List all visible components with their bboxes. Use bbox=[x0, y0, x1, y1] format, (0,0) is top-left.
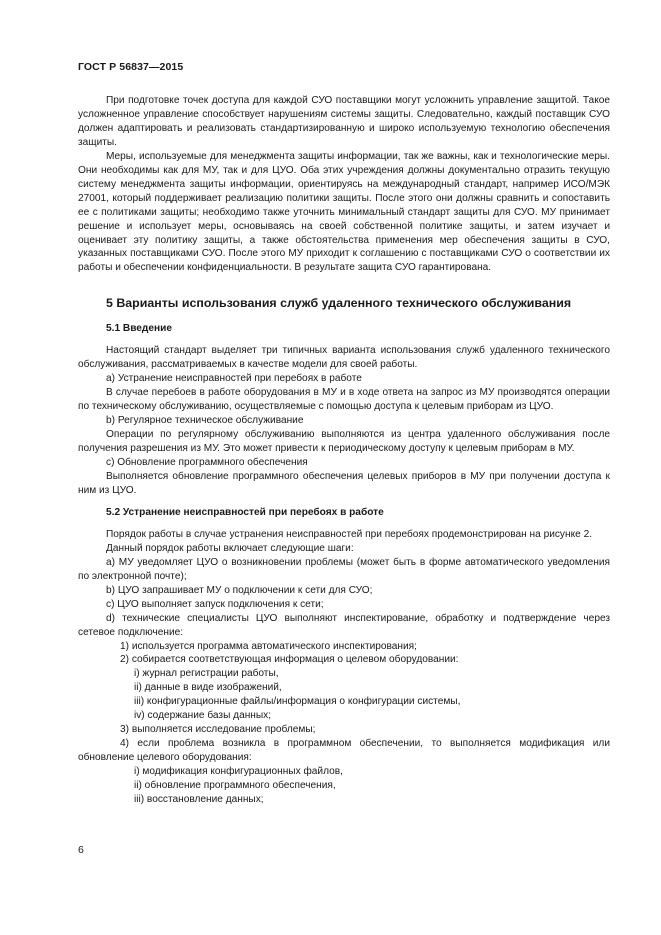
step-d: d) технические специалисты ЦУО выполняют инспектирование, обработку и подтверждение через сетевое подключение: bbox=[78, 612, 610, 638]
step-b: b) ЦУО запрашивает МУ о подключении к сети для СУО; bbox=[106, 584, 373, 596]
list-item-b-title: b) Регулярное техническое обслуживание bbox=[106, 415, 304, 427]
step-d-2: 2) собирается соответствующая информация о целевом оборудовании: bbox=[120, 654, 459, 666]
page-number: 6 bbox=[78, 844, 84, 856]
document-header: ГОСТ Р 56837—2015 bbox=[78, 61, 184, 73]
section-5-2-paragraph-2: Данный порядок работы включает следующие шаги: bbox=[106, 542, 354, 554]
step-d-2-iv: iv) содержание базы данных; bbox=[134, 710, 272, 722]
list-item-c-text: Выполняется обновление программного обеспечения целевых приборов в МУ при получении доступа к ним из ЦУО. bbox=[78, 470, 610, 496]
list-item-c-title: c) Обновление программного обеспечения bbox=[106, 457, 308, 469]
section-5-title: 5 Варианты использования служб удаленного технического обслуживания bbox=[106, 296, 572, 311]
list-item-a-title: a) Устранение неисправностей при перебоях в работе bbox=[106, 373, 362, 385]
step-d-1: 1) используется программа автоматического инспектирования; bbox=[120, 640, 417, 652]
step-c: c) ЦУО выполняет запуск подключения к сети; bbox=[106, 598, 324, 610]
step-d-4: 4) если проблема возникла в программном обеспечении, то выполняется модификация или обновление целевого оборудования: bbox=[78, 738, 610, 764]
document-body bbox=[78, 94, 610, 807]
intro-paragraph-1: При подготовке точек доступа для каждой СУО поставщики могут усложнить управление защитой. Такое усложненное управление способствует нарушениям системы защиты. Следовательно, каждый поставщик СУО должен адаптировать и реализовать стандартизированную и широко используемую технологию обеспечения защиты. bbox=[78, 95, 610, 148]
step-d-4-i: i) модификация конфигурационных файлов, bbox=[134, 766, 343, 778]
section-5-2-title: 5.2 Устранение неисправностей при перебоях в работе bbox=[106, 506, 384, 518]
section-5-2-paragraph-1: Порядок работы в случае устранения неисправностей при перебоях продемонстрирован на рисунке 2. bbox=[106, 528, 593, 540]
step-a: a) МУ уведомляет ЦУО о возникновении проблемы (может быть в форме автоматического уведомления по электронной почте); bbox=[78, 556, 610, 582]
section-5-1-paragraph: Настоящий стандарт выделяет три типичных варианта использования служб удаленного технического обслуживания, рассматриваемых в качестве модели для своей работы. bbox=[78, 345, 610, 371]
section-5-1-title: 5.1 Введение bbox=[106, 323, 172, 335]
step-d-2-ii: ii) данные в виде изображений, bbox=[134, 682, 282, 694]
list-item-b-text: Операции по регулярному обслуживанию выполняются из центра удаленного обслуживания после получения разрешения из МУ. Это может привести к периодическому доступу к целевым приборам в МУ. bbox=[78, 429, 610, 455]
step-d-2-iii: iii) конфигурационные файлы/информация о конфигурации системы, bbox=[134, 696, 461, 708]
step-d-2-i: i) журнал регистрации работы, bbox=[134, 668, 279, 680]
list-item-a-text: В случае перебоев в работе оборудования в МУ и в ходе ответа на запрос из МУ производятся операции по техническому обслуживанию, осуществляемые с помощью доступа к целевым приборам из ЦУО. bbox=[78, 387, 610, 413]
step-d-4-iii: iii) восстановление данных; bbox=[134, 793, 264, 805]
intro-paragraph-2: Меры, используемые для менеджмента защиты информации, так же важны, как и технологические меры. Они необходимы как для МУ, так и для ЦУО. Оба этих учреждения должны документально отразить текущую систему менеджмента защиты информации, ориентируясь на международный стандарт, например ИСО/МЭК 27001, который поддерживает реализацию политики защиты. После этого они должны сравнить и сопоставить ее с политиками защиты; необходимо также уточнить минимальный стандарт защиты для СУО. МУ принимает решение и использует меры, основываясь на своей собственной политике защиты, и затем изучает и оценивает эту политику защиты, а также обстоятельства применения мер обеспечения защиты в СУО, указанных поставщиками СУО. После этого МУ приходит к соглашению с поставщиками СУО о соответствии их работы и обеспечении конфиденциальности. В результате защита СУО гарантирована. bbox=[78, 150, 610, 274]
step-d-4-ii: ii) обновление программного обеспечения, bbox=[134, 780, 336, 792]
step-d-3: 3) выполняется исследование проблемы; bbox=[120, 724, 316, 736]
